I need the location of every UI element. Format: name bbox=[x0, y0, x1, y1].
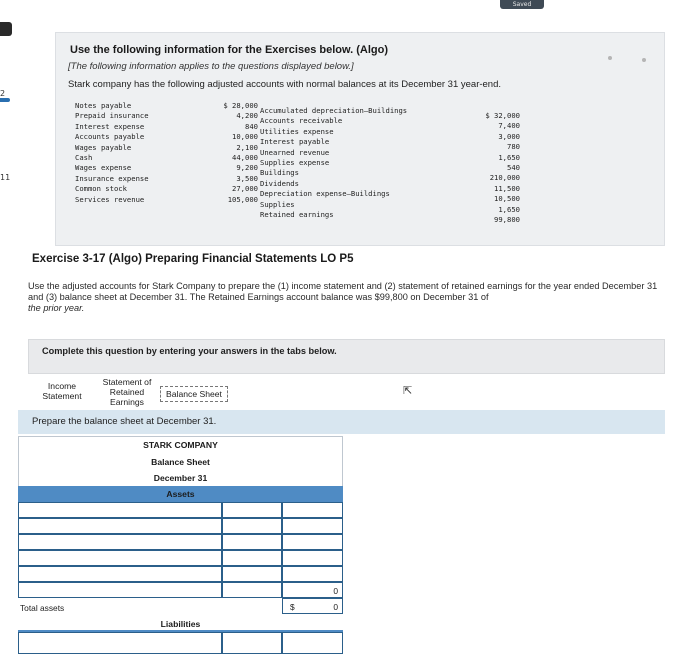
left-gutter bbox=[0, 0, 18, 654]
section-assets: Assets bbox=[166, 489, 195, 499]
tab-balance-sheet[interactable]: Balance Sheet bbox=[160, 386, 228, 402]
account-right-amount-0: $ 32,000 bbox=[485, 111, 520, 120]
account-right-name-1: Accounts receivable bbox=[260, 116, 343, 126]
liability-amount-input-1[interactable] bbox=[222, 632, 282, 654]
info-intro: Stark company has the following adjusted accounts with normal balances at its December 31 year-end. bbox=[68, 79, 502, 90]
scroll-dot-icon bbox=[608, 56, 612, 60]
section-liabilities: Liabilities bbox=[160, 619, 201, 629]
account-left-amount-3: 10,000 bbox=[232, 132, 258, 142]
account-left-name-8: Common stock bbox=[75, 184, 127, 194]
account-right-amount-3: 780 bbox=[507, 142, 520, 152]
asset-amount-input-4[interactable] bbox=[222, 550, 282, 566]
tab-retained-line3: Earnings bbox=[110, 397, 144, 407]
asset-label-input-5[interactable] bbox=[18, 566, 222, 582]
account-left-name-6: Wages expense bbox=[75, 163, 132, 173]
asset-subtotal-value: 0 bbox=[333, 586, 338, 596]
account-right-name-8: Depreciation expense—Buildings bbox=[260, 189, 390, 199]
account-left-amount-9: 105,000 bbox=[227, 194, 258, 204]
account-left-name-9: Services revenue bbox=[75, 194, 145, 204]
asset-amount-input-6[interactable] bbox=[222, 582, 282, 598]
current-question-bar bbox=[0, 98, 10, 102]
tab-retained-line1: Statement of bbox=[102, 377, 152, 387]
asset-amount-input-2[interactable] bbox=[222, 518, 282, 534]
total-assets-label: Total assets bbox=[20, 603, 65, 613]
tab-retained-line2: Retained bbox=[109, 387, 145, 397]
saved-status-badge: Saved bbox=[500, 0, 544, 9]
tab-income-line2: Statement bbox=[42, 391, 82, 401]
total-assets-currency: $ bbox=[290, 602, 295, 612]
account-left-amount-2: 840 bbox=[245, 121, 258, 131]
liability-total-input-1[interactable] bbox=[282, 632, 343, 654]
account-right-name-7: Dividends bbox=[260, 178, 299, 188]
liability-label-input-1[interactable] bbox=[18, 632, 222, 654]
account-right-amount-2: 3,000 bbox=[498, 131, 520, 141]
account-right-name-2: Utilities expense bbox=[260, 126, 334, 136]
total-assets-value: 0 bbox=[333, 602, 338, 612]
tab-retained-earnings[interactable] bbox=[96, 377, 158, 407]
asset-total-input-5[interactable] bbox=[282, 566, 343, 582]
account-right-amount-10: 99,800 bbox=[494, 215, 520, 225]
account-left-amount-1: 4,200 bbox=[236, 111, 258, 121]
asset-label-input-6[interactable] bbox=[18, 582, 222, 598]
account-right-amount-4: 1,650 bbox=[498, 152, 520, 162]
account-left-amount-5: 44,000 bbox=[232, 153, 258, 163]
asset-total-input-4[interactable] bbox=[282, 550, 343, 566]
statement-date: December 31 bbox=[153, 473, 208, 483]
account-left-name-3: Accounts payable bbox=[75, 132, 145, 142]
info-title: Use the following information for the Exercises below. (Algo) bbox=[70, 44, 389, 56]
account-left-name-4: Wages payable bbox=[75, 142, 132, 152]
account-left-amount-6: 9,200 bbox=[236, 163, 258, 173]
account-left-name-0: Notes payable bbox=[75, 101, 132, 110]
account-left-name-2: Interest expense bbox=[75, 121, 145, 131]
account-right-name-4: Unearned revenue bbox=[260, 147, 330, 157]
info-note: [The following information applies to the questions displayed below.] bbox=[68, 61, 354, 72]
account-left-name-7: Insurance expense bbox=[75, 173, 149, 183]
account-left-name-1: Prepaid insurance bbox=[75, 111, 149, 121]
asset-label-input-3[interactable] bbox=[18, 534, 222, 550]
question-number-2[interactable]: 2 bbox=[0, 89, 6, 98]
account-left-amount-8: 27,000 bbox=[232, 184, 258, 194]
account-right-name-6: Buildings bbox=[260, 168, 299, 178]
account-left-amount-0: $ 28,000 bbox=[223, 101, 258, 110]
account-right-amount-6: 210,000 bbox=[489, 173, 520, 183]
scroll-dot-icon bbox=[642, 58, 646, 62]
account-right-amount-5: 540 bbox=[507, 163, 520, 173]
account-right-amount-7: 11,500 bbox=[494, 183, 520, 193]
complete-instructions: Complete this question by entering your answers in the tabs below. bbox=[42, 346, 337, 356]
accounts-left-names bbox=[75, 101, 149, 205]
prepare-instructions: Prepare the balance sheet at December 31. bbox=[32, 416, 217, 427]
asset-total-input-3[interactable] bbox=[282, 534, 343, 550]
company-name: STARK COMPANY bbox=[143, 440, 218, 450]
asset-label-input-1[interactable] bbox=[18, 502, 222, 518]
asset-label-input-4[interactable] bbox=[18, 550, 222, 566]
asset-amount-input-3[interactable] bbox=[222, 534, 282, 550]
statement-name: Balance Sheet bbox=[151, 457, 210, 467]
mouse-cursor-icon: ⇱ bbox=[403, 385, 413, 397]
asset-total-input-1[interactable] bbox=[282, 502, 343, 518]
account-right-amount-9: 1,650 bbox=[498, 204, 520, 214]
tab-income-statement[interactable] bbox=[30, 381, 94, 401]
asset-total-input-2[interactable] bbox=[282, 518, 343, 534]
account-right-name-0: Accumulated depreciation—Buildings bbox=[260, 106, 408, 115]
question-number-11[interactable]: 11 bbox=[0, 173, 11, 182]
account-right-amount-8: 10,500 bbox=[494, 194, 520, 204]
question-marker-icon[interactable] bbox=[0, 22, 12, 36]
account-right-name-5: Supplies expense bbox=[260, 158, 330, 168]
instructions-bar bbox=[28, 339, 665, 374]
accounts-left-amounts bbox=[200, 101, 258, 205]
tab-income-line1: Income bbox=[47, 381, 77, 391]
asset-amount-input-1[interactable] bbox=[222, 502, 282, 518]
exercise-body-italic: the prior year. bbox=[28, 303, 85, 313]
account-right-name-9: Supplies bbox=[260, 199, 295, 209]
exercise-instructions bbox=[28, 281, 668, 314]
asset-label-input-2[interactable] bbox=[18, 518, 222, 534]
account-left-amount-4: 2,100 bbox=[236, 142, 258, 152]
exercise-body: Use the adjusted accounts for Stark Company to prepare the (1) income statement and (2) statement of retained earnings for the year ended December 31 and (3) balance sheet at December 31. The Retained Earnings account balance was $99,800 on December 31 of bbox=[28, 281, 658, 302]
accounts-right-names bbox=[260, 106, 407, 220]
account-right-amount-1: 7,400 bbox=[498, 121, 520, 131]
account-left-name-5: Cash bbox=[75, 153, 93, 163]
account-left-amount-7: 3,500 bbox=[236, 173, 258, 183]
account-right-name-3: Interest payable bbox=[260, 137, 330, 147]
account-right-name-10: Retained earnings bbox=[260, 210, 334, 220]
asset-amount-input-5[interactable] bbox=[222, 566, 282, 582]
exercise-title: Exercise 3-17 (Algo) Preparing Financial Statements LO P5 bbox=[32, 253, 354, 265]
accounts-right-amounts bbox=[460, 111, 520, 225]
